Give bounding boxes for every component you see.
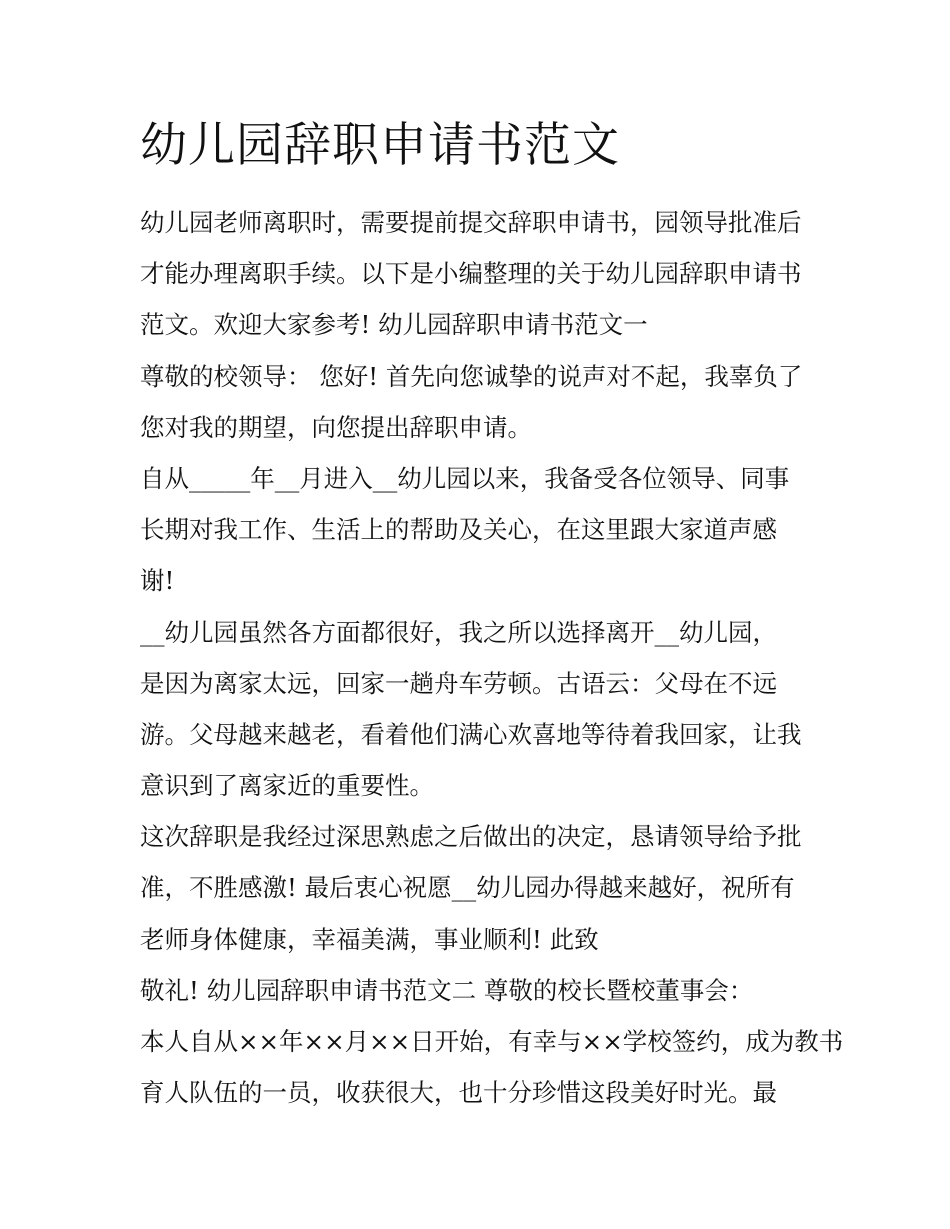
body-line: 您对我的期望，向您提出辞职申请。 [140,412,532,442]
body-line: 谢! [140,566,175,596]
body-line: 是因为离家太远，回家一趟舟车劳顿。古语云：父母在不远 [140,668,777,698]
body-line: 尊敬的校领导： 您好! 首先向您诚挚的说声对不起，我辜负了 [140,361,803,391]
body-line: 本人自从××年××月××日开始，有幸与××学校签约，成为教书 [140,1027,844,1056]
body-line: 才能办理离职手续。以下是小编整理的关于幼儿园辞职申请书 [140,259,802,289]
body-line: 幼儿园老师离职时，需要提前提交辞职申请书，园领导批准后 [140,208,802,237]
body-line: 准，不胜感激! 最后衷心祝愿__幼儿园办得越来越好，祝所有 [140,873,795,903]
body-line: 老师身体健康，幸福美满，事业顺利! 此致 [140,924,599,954]
body-line: 意识到了离家近的重要性。 [140,771,434,801]
document-body [140,197,844,1118]
body-line: 自从_____年__月进入__幼儿园以来，我备受各位领导、同事 [140,463,790,493]
body-line: 游。父母越来越老，看着他们满心欢喜地等待着我回家，让我 [140,719,802,749]
body-line: 范文。欢迎大家参考! 幼儿园辞职申请书范文一 [140,310,648,340]
body-line: 这次辞职是我经过深思熟虑之后做出的决定，恳请领导给予批 [140,822,802,852]
body-line: 育人队伍的一员，收获很大，也十分珍惜这段美好时光。最 [140,1078,777,1108]
document-title: 幼儿园辞职申请书范文 [140,118,620,173]
body-line: 长期对我工作、生活上的帮助及关心，在这里跟大家道声感 [140,515,777,545]
body-line: 敬礼! 幼儿园辞职申请书范文二 尊敬的校长暨校董事会： [140,975,754,1005]
body-line: __幼儿园虽然各方面都很好，我之所以选择离开__幼儿园， [140,617,777,647]
